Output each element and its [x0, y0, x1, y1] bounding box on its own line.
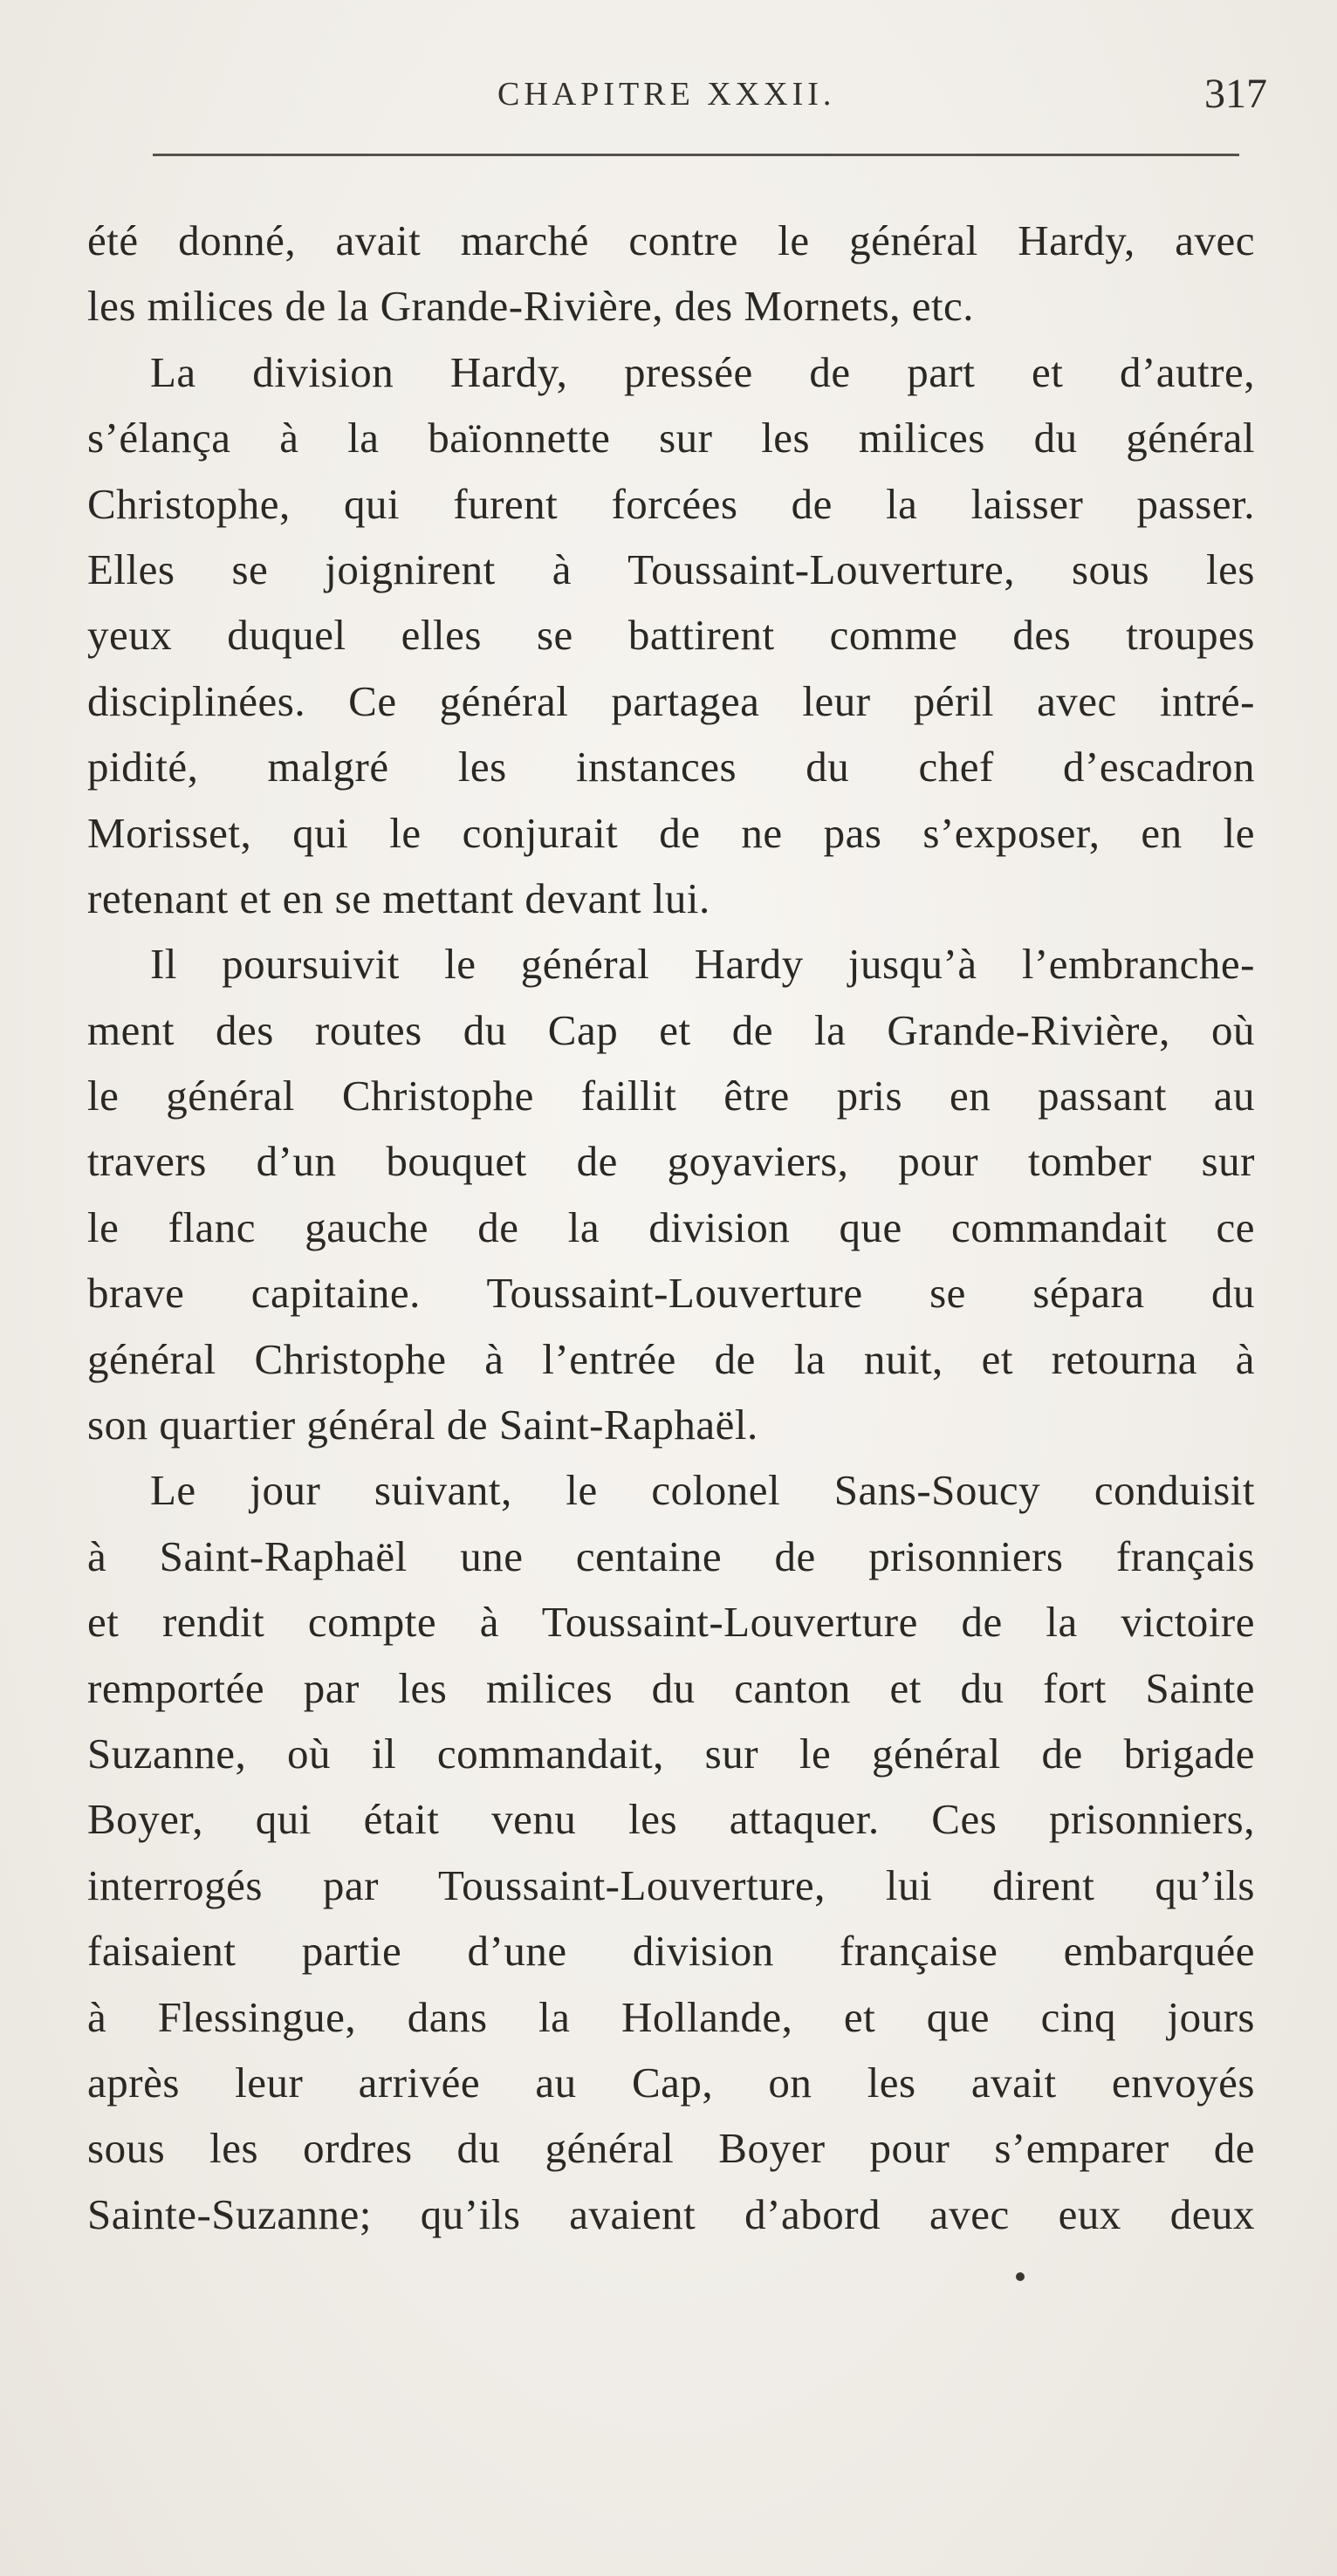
text-line: yeux duquel elles se battirent comme des troupes	[87, 611, 1255, 660]
text-line: pidité, malgré les instances du chef d’escadron	[87, 743, 1255, 791]
header-rule	[153, 154, 1239, 156]
text-line: disciplinées. Ce général partagea leur péril avec intré-	[87, 676, 1255, 725]
text-line: travers d’un bouquet de goyaviers, pour tomber sur	[87, 1137, 1255, 1186]
text-line: Morisset, qui le conjurait de ne pas s’exposer, en le	[87, 808, 1255, 857]
text-line: à Flessingue, dans la Hollande, et que cinq jours	[87, 1992, 1255, 2041]
text-line: remportée par les milices du canton et du fort Sainte	[87, 1663, 1255, 1712]
page-number: 317	[1204, 71, 1267, 117]
text-line: Elles se joignirent à Toussaint-Louverture, sous les	[87, 545, 1255, 593]
text-line: interrogés par Toussaint-Louverture, lui dirent qu’ils	[87, 1860, 1255, 1909]
text-line: général Christophe à l’entrée de la nuit, et retourna à	[87, 1334, 1255, 1383]
printer-mark	[1016, 2272, 1025, 2281]
text-line: brave capitaine. Toussaint-Louverture se sépara du	[87, 1269, 1255, 1318]
text-line: le général Christophe faillit être pris en passant au	[87, 1072, 1255, 1120]
text-line: La division Hardy, pressée de part et d’autre,	[150, 347, 1255, 396]
text-line: après leur arrivée au Cap, on les avait envoyés	[87, 2058, 1255, 2107]
text-line: Il poursuivit le général Hardy jusqu’à l’embranche-	[150, 940, 1255, 989]
text-line: le flanc gauche de la division que commandait ce	[87, 1202, 1255, 1251]
running-title: CHAPITRE XXXII.	[497, 76, 836, 113]
text-line: ment des routes du Cap et de la Grande-Rivière, où	[87, 1005, 1255, 1054]
text-line: à Saint-Raphaël une centaine de prisonniers français	[87, 1531, 1255, 1580]
text-line: son quartier général de Saint-Raphaël.	[87, 1401, 758, 1449]
text-line: retenant et en se mettant devant lui.	[87, 874, 710, 922]
text-line: s’élança à la baïonnette sur les milices du général	[87, 414, 1255, 462]
text-line: les milices de la Grande-Rivière, des Mornets, etc.	[87, 282, 975, 331]
text-line: Christophe, qui furent forcées de la laisser passer.	[87, 479, 1255, 528]
text-line: sous les ordres du général Boyer pour s’emparer de	[87, 2124, 1255, 2173]
running-head	[0, 68, 1337, 129]
text-line: faisaient partie d’une division française embarquée	[87, 1927, 1255, 1976]
text-line: Le jour suivant, le colonel Sans-Soucy conduisit	[150, 1466, 1255, 1515]
text-line: été donné, avait marché contre le général Hardy, avec	[87, 216, 1255, 264]
text-line: Boyer, qui était venu les attaquer. Ces prisonniers,	[87, 1795, 1255, 1844]
text-line: et rendit compte à Toussaint-Louverture de la victoire	[87, 1598, 1255, 1647]
text-line: Suzanne, où il commandait, sur le général de brigade	[87, 1729, 1255, 1778]
text-line: Sainte-Suzanne; qu’ils avaient d’abord avec eux deux	[87, 2189, 1255, 2238]
body-text	[87, 208, 1255, 2247]
